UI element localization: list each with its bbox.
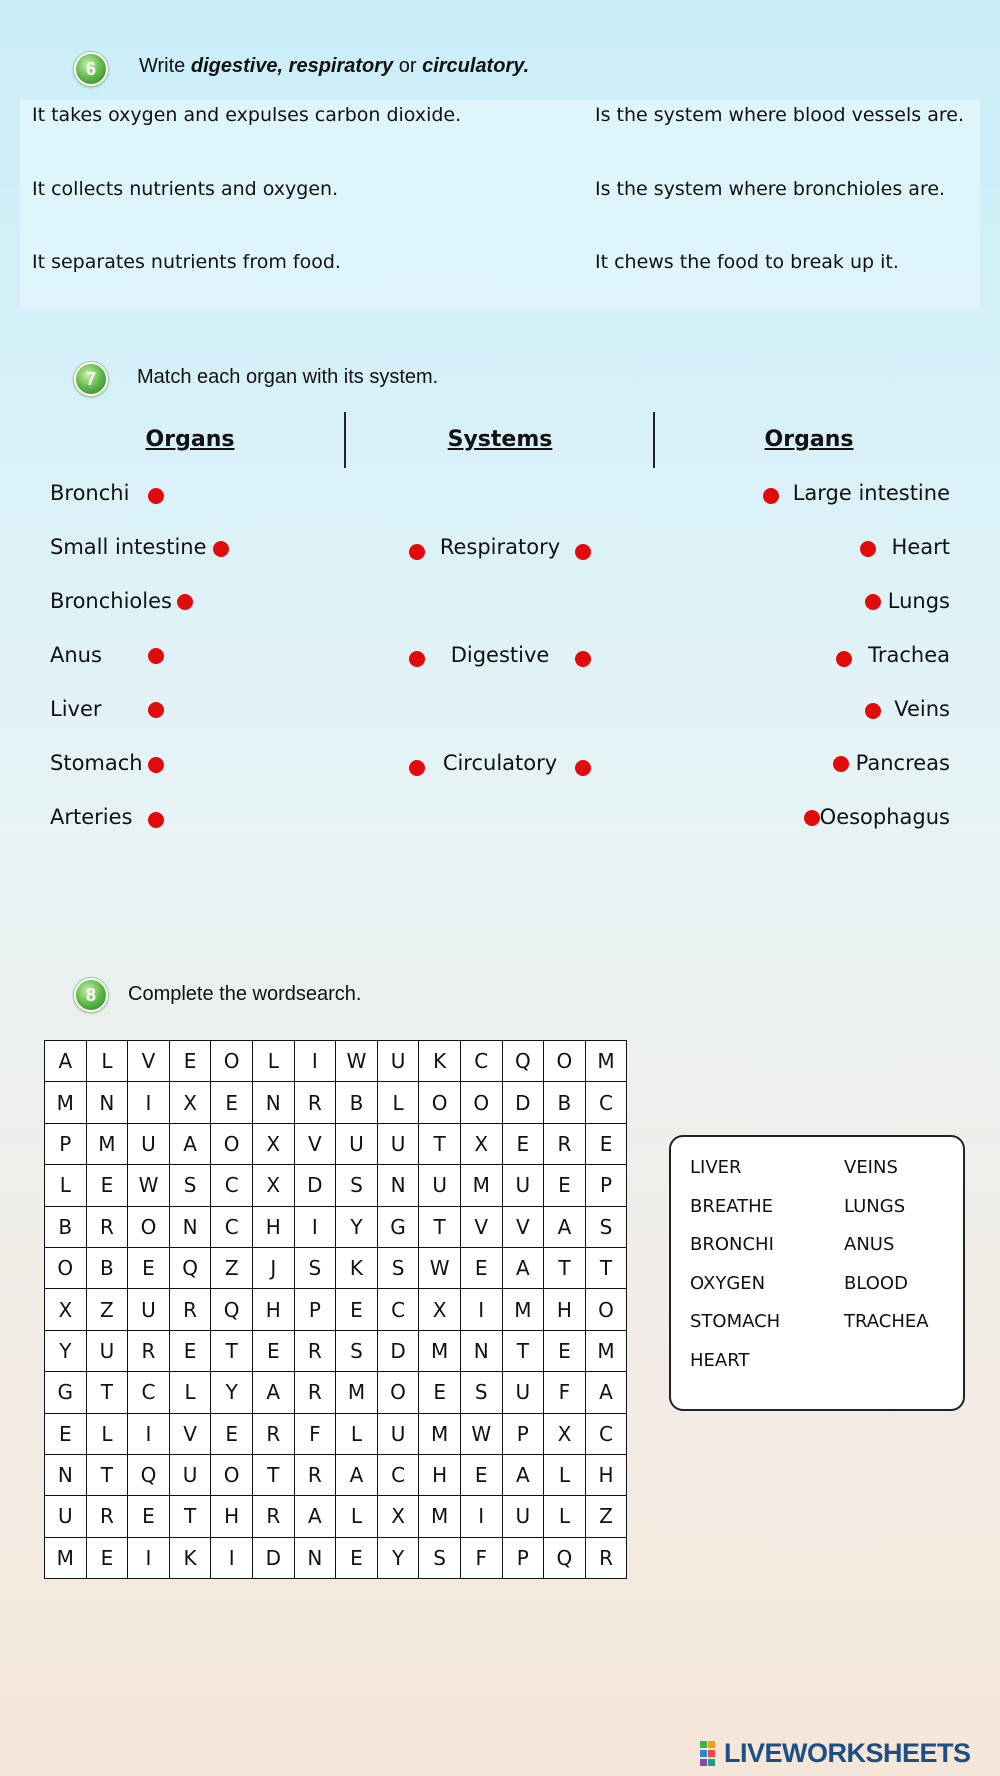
wordsearch-cell[interactable]: B [336,1082,378,1123]
wordsearch-cell[interactable]: A [294,1496,336,1537]
ex6-sentence-right-2: Is the system where bronchioles are. [595,178,946,200]
wordsearch-cell[interactable]: R [169,1289,211,1330]
wordsearch-cell[interactable]: R [294,1454,336,1495]
wordsearch-cell[interactable]: T [169,1496,211,1537]
wordsearch-cell[interactable]: O [460,1082,502,1123]
wordsearch-cell[interactable]: U [502,1496,544,1537]
wordsearch-row [45,1372,627,1413]
wordsearch-cell[interactable]: M [419,1496,461,1537]
wordsearch-row [45,1537,627,1578]
word-list-box [669,1135,965,1411]
wordsearch-cell[interactable]: M [45,1082,87,1123]
word-list-item: LIVER [690,1157,742,1178]
wordsearch-cell[interactable]: Y [45,1330,87,1371]
word-list-item: BREATHE [690,1195,774,1217]
wordsearch-cell[interactable]: E [460,1247,502,1288]
wordsearch-cell[interactable]: G [377,1206,419,1247]
wordsearch-cell[interactable]: O [377,1372,419,1413]
wordsearch-cell[interactable]: Z [211,1247,253,1288]
wordsearch-cell[interactable]: Y [211,1372,253,1413]
wordsearch-cell[interactable]: L [45,1165,87,1206]
exercise-6-panel [20,99,980,309]
organs-right-heading: Organs [764,427,854,452]
wordsearch-cell[interactable]: L [544,1454,586,1495]
wordsearch-cell[interactable]: M [419,1330,461,1371]
wordsearch-cell[interactable]: P [502,1413,544,1454]
wordsearch-cell[interactable]: U [336,1123,378,1164]
wordsearch-cell[interactable]: U [419,1165,461,1206]
wordsearch-cell[interactable]: S [377,1247,419,1288]
word-list-item: ANUS [844,1234,895,1255]
wordsearch-cell[interactable]: I [294,1206,336,1247]
column-divider-2 [653,412,655,468]
wordsearch-cell[interactable]: U [377,1041,419,1082]
wordsearch-cell[interactable]: D [252,1537,294,1578]
wordsearch-cell[interactable]: V [502,1206,544,1247]
wordsearch-cell[interactable]: X [169,1082,211,1123]
wordsearch-cell[interactable]: Y [377,1537,419,1578]
wordsearch-cell[interactable]: I [460,1496,502,1537]
match-dot-lungs[interactable] [865,594,881,610]
match-dot-oesophagus[interactable] [804,810,820,826]
wordsearch-row [45,1330,627,1371]
wordsearch-cell[interactable]: F [460,1537,502,1578]
wordsearch-cell[interactable]: C [128,1372,170,1413]
wordsearch-cell[interactable]: F [294,1413,336,1454]
word-list-item: OXYGEN [690,1272,766,1294]
wordsearch-cell[interactable]: Z [585,1496,627,1537]
organ-right-lungs: Lungs [887,589,950,613]
wordsearch-cell[interactable]: E [45,1413,87,1454]
ex6-sentence-right-1: Is the system where blood vessels are. [595,104,964,126]
wordsearch-cell[interactable]: I [460,1289,502,1330]
match-dot-respiratory-left[interactable] [409,544,425,560]
organ-left-liver: Liver [50,697,102,721]
wordsearch-cell[interactable]: X [252,1165,294,1206]
wordsearch-cell[interactable]: G [45,1372,87,1413]
wordsearch-cell[interactable]: H [211,1496,253,1537]
wordsearch-cell[interactable]: R [544,1123,586,1164]
word-list-item: LUNGS [844,1195,906,1217]
wordsearch-cell[interactable]: T [252,1454,294,1495]
wordsearch-cell[interactable]: D [377,1330,419,1371]
wordsearch-cell[interactable]: E [169,1330,211,1371]
wordsearch-cell[interactable]: O [45,1247,87,1288]
match-dot-arteries[interactable] [148,812,164,828]
wordsearch-cell[interactable]: Y [336,1206,378,1247]
wordsearch-cell[interactable]: M [86,1123,128,1164]
wordsearch-cell[interactable]: H [544,1289,586,1330]
wordsearch-cell[interactable]: L [86,1041,128,1082]
wordsearch-cell[interactable]: M [460,1165,502,1206]
wordsearch-cell[interactable]: T [419,1206,461,1247]
wordsearch-cell[interactable]: M [585,1041,627,1082]
wordsearch-cell[interactable]: Q [169,1247,211,1288]
wordsearch-cell[interactable]: A [585,1372,627,1413]
wordsearch-cell[interactable]: O [585,1289,627,1330]
wordsearch-cell[interactable]: O [211,1123,253,1164]
wordsearch-cell[interactable]: U [169,1454,211,1495]
wordsearch-cell[interactable]: K [419,1041,461,1082]
match-dot-heart[interactable] [860,541,876,557]
wordsearch-cell[interactable]: A [502,1247,544,1288]
organ-right-large-intestine: Large intestine [792,481,950,505]
wordsearch-cell[interactable]: O [419,1082,461,1123]
wordsearch-cell[interactable]: A [45,1041,87,1082]
wordsearch-cell[interactable]: S [336,1165,378,1206]
wordsearch-row [45,1247,627,1288]
wordsearch-cell[interactable]: T [86,1372,128,1413]
wordsearch-cell[interactable]: S [169,1165,211,1206]
wordsearch-cell[interactable]: H [419,1454,461,1495]
wordsearch-cell[interactable]: R [86,1496,128,1537]
wordsearch-cell[interactable]: R [86,1206,128,1247]
wordsearch-cell[interactable]: L [252,1041,294,1082]
wordsearch-row [45,1454,627,1495]
wordsearch-cell[interactable]: V [460,1206,502,1247]
match-dot-liver[interactable] [148,702,164,718]
wordsearch-cell[interactable]: I [128,1082,170,1123]
match-dot-digestive-left[interactable] [409,651,425,667]
logo-grid-icon [700,1741,724,1767]
word-list-item: HEART [690,1349,750,1371]
system-digestive: Digestive [450,643,550,667]
wordsearch-cell[interactable]: U [377,1123,419,1164]
wordsearch-cell[interactable]: N [377,1165,419,1206]
wordsearch-cell[interactable]: A [252,1372,294,1413]
wordsearch-cell[interactable]: L [377,1082,419,1123]
word-list-item: STOMACH [690,1311,781,1332]
wordsearch-row [45,1082,627,1123]
wordsearch-cell[interactable]: H [252,1206,294,1247]
wordsearch-cell[interactable]: S [460,1372,502,1413]
wordsearch-cell[interactable]: I [128,1537,170,1578]
wordsearch-cell[interactable]: D [502,1082,544,1123]
wordsearch-cell[interactable]: B [86,1247,128,1288]
wordsearch-cell[interactable]: B [544,1082,586,1123]
match-dot-circulatory-right[interactable] [575,760,591,776]
word-list-item: BLOOD [844,1272,908,1294]
wordsearch-cell[interactable]: O [128,1206,170,1247]
wordsearch-cell[interactable]: W [419,1247,461,1288]
column-divider-1 [344,412,346,468]
wordsearch-cell[interactable]: M [502,1289,544,1330]
wordsearch-cell[interactable]: V [169,1413,211,1454]
organ-left-small-intestine: Small intestine [50,535,207,559]
wordsearch-cell[interactable]: C [585,1082,627,1123]
wordsearch-cell[interactable]: O [211,1041,253,1082]
wordsearch-cell[interactable]: E [169,1041,211,1082]
wordsearch-cell[interactable]: S [419,1537,461,1578]
systems-heading: Systems [447,427,553,452]
wordsearch-cell[interactable]: M [419,1413,461,1454]
wordsearch-cell[interactable]: E [86,1165,128,1206]
wordsearch-row [45,1289,627,1330]
wordsearch-cell[interactable]: I [128,1413,170,1454]
word-list-item: VEINS [844,1157,898,1178]
ex6-sentence-left-1: It takes oxygen and expulses carbon dioxide. [32,104,462,126]
exercise-7-instruction: Match each organ with its system. [137,366,439,388]
wordsearch-cell[interactable]: Q [544,1537,586,1578]
wordsearch-cell[interactable]: E [544,1165,586,1206]
match-dot-trachea[interactable] [836,651,852,667]
ex6-sentence-left-3: It separates nutrients from food. [32,251,341,273]
wordsearch-cell[interactable]: M [45,1537,87,1578]
wordsearch-cell[interactable]: I [211,1537,253,1578]
wordsearch-cell[interactable]: W [460,1413,502,1454]
exercise-8-instruction: Complete the wordsearch. [128,983,362,1005]
match-dot-circulatory-left[interactable] [409,760,425,776]
wordsearch-cell[interactable]: J [252,1247,294,1288]
wordsearch-cell[interactable]: T [502,1330,544,1371]
wordsearch-cell[interactable]: W [336,1041,378,1082]
word-list-right [844,1157,929,1350]
wordsearch-cell[interactable]: A [544,1206,586,1247]
word-list-item: BRONCHI [690,1234,774,1255]
wordsearch-cell[interactable]: T [211,1330,253,1371]
wordsearch-cell[interactable]: R [294,1372,336,1413]
wordsearch-cell[interactable]: C [460,1041,502,1082]
wordsearch-cell[interactable]: U [502,1165,544,1206]
wordsearch-cell[interactable]: C [211,1165,253,1206]
wordsearch-cell[interactable]: I [294,1041,336,1082]
exercise-6-instruction: Write digestive, respiratory or circulatory. [139,55,530,77]
wordsearch-cell[interactable]: T [544,1247,586,1288]
wordsearch-cell[interactable]: E [419,1372,461,1413]
organ-right-pancreas: Pancreas [855,751,950,775]
wordsearch-cell[interactable]: E [128,1247,170,1288]
wordsearch-cell[interactable]: N [252,1082,294,1123]
wordsearch-cell[interactable]: X [45,1289,87,1330]
wordsearch-cell[interactable]: E [336,1289,378,1330]
match-dot-respiratory-right[interactable] [575,544,591,560]
ex6-sentence-right-3: It chews the food to break up it. [595,251,899,273]
wordsearch-cell[interactable]: U [128,1289,170,1330]
wordsearch-cell[interactable]: L [336,1413,378,1454]
wordsearch-cell[interactable]: T [86,1454,128,1495]
wordsearch-cell[interactable]: N [294,1537,336,1578]
exercise-8-badge: 8 [74,978,108,1012]
liveworksheets-logo [700,1738,971,1769]
wordsearch-cell[interactable]: S [336,1330,378,1371]
system-respiratory: Respiratory [439,535,561,559]
wordsearch-grid [44,1040,627,1579]
wordsearch-cell[interactable]: C [377,1454,419,1495]
wordsearch-cell[interactable]: U [128,1123,170,1164]
match-dot-bronchi[interactable] [148,488,164,504]
wordsearch-cell[interactable]: M [336,1372,378,1413]
wordsearch-cell[interactable]: H [252,1289,294,1330]
word-list-item: TRACHEA [844,1311,929,1332]
match-dot-pancreas[interactable] [833,756,849,772]
system-circulatory: Circulatory [442,751,558,775]
wordsearch-cell[interactable]: D [294,1165,336,1206]
wordsearch-cell[interactable]: C [211,1206,253,1247]
wordsearch-cell[interactable]: M [585,1330,627,1371]
wordsearch-cell[interactable]: A [169,1123,211,1164]
wordsearch-cell[interactable]: P [585,1165,627,1206]
wordsearch-cell[interactable]: E [460,1454,502,1495]
wordsearch-cell[interactable]: Q [211,1289,253,1330]
wordsearch-cell[interactable]: P [45,1123,87,1164]
wordsearch-cell[interactable]: S [294,1247,336,1288]
wordsearch-cell[interactable]: R [252,1413,294,1454]
wordsearch-cell[interactable]: Q [128,1454,170,1495]
wordsearch-cell[interactable]: C [585,1413,627,1454]
word-list-left [690,1157,780,1388]
wordsearch-cell[interactable]: N [169,1206,211,1247]
wordsearch-cell[interactable]: U [502,1372,544,1413]
organ-right-heart: Heart [891,535,950,559]
wordsearch-cell[interactable]: L [336,1496,378,1537]
wordsearch-cell[interactable]: E [211,1082,253,1123]
wordsearch-cell[interactable]: N [460,1330,502,1371]
wordsearch-cell[interactable]: X [460,1123,502,1164]
wordsearch-cell[interactable]: R [252,1496,294,1537]
organ-left-arteries: Arteries [50,805,133,829]
wordsearch-row [45,1123,627,1164]
match-dot-anus[interactable] [148,648,164,664]
wordsearch-cell[interactable]: H [585,1454,627,1495]
wordsearch-cell[interactable]: E [544,1330,586,1371]
wordsearch-cell[interactable]: N [45,1454,87,1495]
wordsearch-cell[interactable]: C [377,1289,419,1330]
wordsearch-cell[interactable]: O [211,1454,253,1495]
wordsearch-cell[interactable]: O [544,1041,586,1082]
wordsearch-cell[interactable]: L [86,1413,128,1454]
wordsearch-cell[interactable]: W [128,1165,170,1206]
wordsearch-cell[interactable]: L [544,1496,586,1537]
wordsearch-cell[interactable]: T [419,1123,461,1164]
organs-left-heading: Organs [145,427,235,452]
wordsearch-cell[interactable]: E [585,1123,627,1164]
wordsearch-cell[interactable]: T [585,1247,627,1288]
wordsearch-cell[interactable]: X [544,1413,586,1454]
wordsearch-cell[interactable]: U [86,1330,128,1371]
wordsearch-cell[interactable]: E [336,1537,378,1578]
match-dot-stomach[interactable] [148,757,164,773]
wordsearch-cell[interactable]: E [252,1330,294,1371]
wordsearch-cell[interactable]: V [128,1041,170,1082]
logo-text: LIVEWORKSHEETS [724,1738,971,1768]
organ-left-bronchioles: Bronchioles [50,589,172,613]
wordsearch-cell[interactable]: R [294,1082,336,1123]
wordsearch-cell[interactable]: N [86,1082,128,1123]
wordsearch-row [45,1413,627,1454]
wordsearch-cell[interactable]: K [336,1247,378,1288]
wordsearch-cell[interactable]: Z [86,1289,128,1330]
match-dot-bronchioles[interactable] [177,594,193,610]
wordsearch-cell[interactable]: U [45,1496,87,1537]
wordsearch-cell[interactable]: P [502,1537,544,1578]
organ-right-veins: Veins [894,697,950,721]
match-dot-large-intestine[interactable] [763,488,779,504]
wordsearch-cell[interactable]: E [502,1123,544,1164]
wordsearch-table [44,1040,627,1579]
wordsearch-row [45,1165,627,1206]
wordsearch-cell[interactable]: X [419,1289,461,1330]
wordsearch-cell[interactable]: X [377,1496,419,1537]
match-dot-small-intestine[interactable] [213,541,229,557]
wordsearch-cell[interactable]: P [294,1289,336,1330]
match-dot-veins[interactable] [865,703,881,719]
ex6-sentence-left-2: It collects nutrients and oxygen. [32,178,339,200]
match-dot-digestive-right[interactable] [575,651,591,667]
wordsearch-cell[interactable]: K [169,1537,211,1578]
wordsearch-cell[interactable]: E [86,1537,128,1578]
wordsearch-cell[interactable]: A [502,1454,544,1495]
organ-right-trachea: Trachea [868,643,950,667]
wordsearch-cell[interactable]: U [377,1413,419,1454]
wordsearch-cell[interactable]: Q [502,1041,544,1082]
wordsearch-cell[interactable]: E [128,1496,170,1537]
wordsearch-cell[interactable]: R [294,1330,336,1371]
organ-left-bronchi: Bronchi [50,481,130,505]
wordsearch-cell[interactable]: S [585,1206,627,1247]
wordsearch-cell[interactable]: E [211,1413,253,1454]
wordsearch-cell[interactable]: X [252,1123,294,1164]
wordsearch-cell[interactable]: R [585,1537,627,1578]
exercise-6-badge: 6 [74,52,108,86]
wordsearch-cell[interactable]: A [336,1454,378,1495]
organ-left-stomach: Stomach [50,751,143,775]
wordsearch-cell[interactable]: F [544,1372,586,1413]
organ-left-anus: Anus [50,643,102,667]
wordsearch-cell[interactable]: B [45,1206,87,1247]
wordsearch-cell[interactable]: L [169,1372,211,1413]
wordsearch-row [45,1206,627,1247]
exercise-7-badge: 7 [74,362,108,396]
wordsearch-cell[interactable]: V [294,1123,336,1164]
wordsearch-row [45,1496,627,1537]
wordsearch-cell[interactable]: R [128,1330,170,1371]
wordsearch-row [45,1041,627,1082]
organ-right-oesophagus: Oesophagus [819,805,950,829]
